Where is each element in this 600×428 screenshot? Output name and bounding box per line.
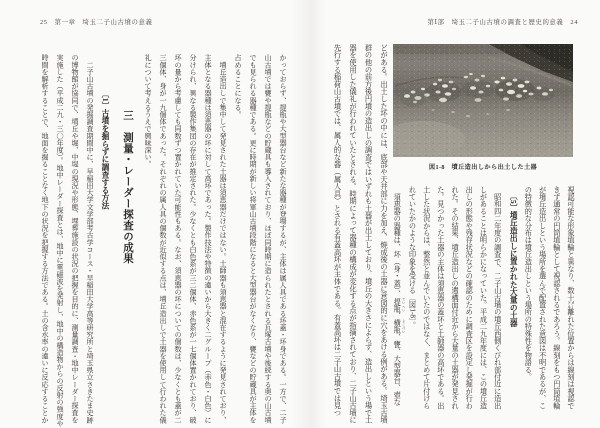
text-column: 須恵器の器種は、坏（身・蓋）、提瓶 ていへい、横瓶 よこべい、甕、大型器台、壺な bbox=[393, 186, 406, 406]
text-column: 昭和四二年度の調査で、二子山古墳の墳丘西側くびれ部付近に造出 bbox=[493, 186, 502, 410]
text-column: 土した状況からは、整然と並んでいたのではなく、まとめて片付けら bbox=[422, 186, 431, 410]
text-column: 墳丘造出しで集中して発見された土器は須恵器だけではない。土師器も須恵器と混在するように発見されており、 bbox=[219, 54, 227, 424]
text-column: 先行する稲荷山古墳では、属人的な器（属人具）とされる有蓋高坏が主体である。有蓋高坏は二子山古墳では見つ bbox=[333, 44, 343, 417]
section-heading-survey-radar: 三 測量・レーダー探査の成果 bbox=[122, 110, 133, 264]
text-column: 時間を解析することで、地面を掘ることなく地下の状況を把握する方法である。土の含水率の違いに反応することか bbox=[41, 54, 49, 424]
text-column: の特徴的な分布は墳丘造出しという場所の特殊性を物語る。 bbox=[524, 186, 533, 381]
right-page-text-full-height bbox=[330, 44, 392, 426]
text-column: 礼について考えるうえで興味深い。 bbox=[144, 54, 152, 168]
text-column: どがある。出土した坏の中には、底部や天井部に力を加え、焼成後の土器に意図的に穴をあける例がある。埼玉古墳 bbox=[380, 44, 389, 424]
subsection-heading-1: 〔1〕古墳を掘らずに調査する方法 bbox=[101, 90, 110, 210]
text-column: れていたかのような印象を受ける〔図1-8〕。 bbox=[408, 186, 417, 329]
page-gutter bbox=[292, 0, 326, 428]
text-column: 占めることになる。 bbox=[234, 54, 242, 118]
text-column: かっておらず、提瓶や大型器台など新たな器種が登場するが、主体は属人具である坏蓋・坏身である。一方で、二子 bbox=[279, 54, 287, 424]
text-column: 器を使用した儀礼が行われていたとされる。時期によって器種の構成が変化する点が指摘されており、二子山古墳に bbox=[349, 44, 358, 424]
left-page-header: 25 第一章 埼玉二子山古墳の意義 bbox=[40, 19, 153, 26]
text-column: 坏の量から考慮しても同数ずつ置かれていた可能性もある。なお、須恵器の坏についての個数は、少なくとも蓋が二 bbox=[174, 54, 182, 424]
text-column: れた。その結果、墳丘造出しの遺構面付近から大量の土器が発見され bbox=[451, 186, 460, 410]
text-column: きず通常の円筒埴輪として視認されるであろう。線刻をもつ円筒埴輪 bbox=[552, 186, 561, 410]
text-column: 山古墳では甕や提瓶などの貯蔵具も導入されており、ほぼ同時期に造られたとされる瓦塚古墳や後続する奥の山古墳 bbox=[264, 54, 272, 424]
figure-caption: 図1-8 墳丘造出しから出土した土器 bbox=[428, 164, 538, 171]
text-column: 実施した（平成二九・三〇年度）。地中レーダー探査とは、地中に電磁波を発射し、地中の構造物からの反射の強度や bbox=[56, 54, 64, 427]
text-column: 分けられ、異なる製作集団の存在が推定された。少なくとも白色系が三二個体、赤色系が一七個体置かれており、破 bbox=[189, 54, 197, 424]
right-page-text-below-figure bbox=[392, 186, 578, 428]
text-column: 群の他の前方後円墳の造出しの調査ではいずれも土器が出土しており、墳丘の大きさによらず、造出しという場で土 bbox=[364, 44, 374, 424]
text-column: 主体となる器種は須恵器の坏に対して高坏であった。製作技法や特徴の違いから大きく二グループ（赤色・白色）に bbox=[204, 54, 212, 424]
text-column: 視認可能な形象埴輪と異なり、数十㍍離れた位置からは線刻は視認で bbox=[567, 186, 575, 410]
photo-grain-overlay bbox=[393, 44, 573, 157]
left-page-text-block bbox=[28, 54, 290, 427]
text-column: が墳丘造出しという場所を選んで配置された意図は不明であるが、こ bbox=[538, 186, 547, 410]
excavation-photo bbox=[393, 44, 573, 157]
text-column: の博物館が協同で、墳丘や堀、中堤の現況や形態、埋葬施設の状況の把握を目的に、測量調査・地中レーダー探査を bbox=[71, 54, 79, 424]
figure-1-8 bbox=[393, 44, 573, 171]
subsection-heading-5: 〔5〕墳丘造出しに置かれた大量の土器 bbox=[509, 192, 519, 327]
text-column: 三個体、身が一九個体であった。それぞれの属人具の個数が近似する点は、墳丘造出しで土器を使用して行われた儀 bbox=[159, 54, 167, 424]
right-page-header: 第Ⅰ部 埼玉二子山古墳の調査と歴史的意義 24 bbox=[427, 19, 578, 26]
text-column: た。見つかった土器の主体は須恵器の蓋坏と土師器の高坏である。出 bbox=[436, 186, 445, 410]
text-column: 二子山古墳の発掘調査期間中に、早稲田大学文学部考古学コース・早稲田大学高等研究所と埼玉県立さきたま史跡 bbox=[86, 54, 94, 424]
text-column: 出しの形態や残存状況などの確認のために調査区を設定し発掘が行わ bbox=[465, 186, 474, 410]
text-column: でも見られる器種である。更に時期が新しい将軍山古墳段階になると大型器台がなくなり、甕などの貯蔵具が主体を bbox=[249, 54, 257, 424]
text-column: しがあることは明らかになっていた。平成二九年度には、この墳丘造 bbox=[479, 186, 488, 410]
